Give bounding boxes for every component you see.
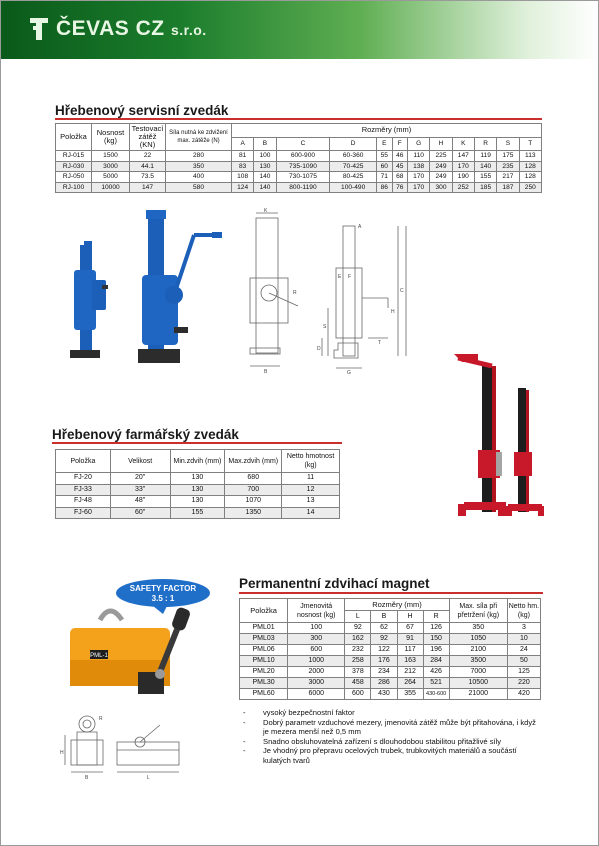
- dim-col-header: E: [377, 137, 392, 151]
- table-cell: 300: [430, 182, 452, 193]
- table-row: [240, 667, 541, 678]
- table-cell: 91: [397, 634, 423, 645]
- table-cell: 81: [232, 151, 254, 162]
- table-cell: 600: [288, 645, 345, 656]
- table-cell: 170: [452, 161, 474, 172]
- table-cell: 155: [170, 507, 225, 519]
- table-cell: 147: [452, 151, 474, 162]
- dim-label-e: E: [338, 274, 342, 280]
- table-cell: 122: [371, 645, 397, 656]
- list-item: - Snadno obsluhovatelná zařízení s dlouhodobou stabilitou přitažlivé síly: [243, 737, 543, 747]
- table-cell: 3: [507, 623, 540, 634]
- section-title-service-jack: Hřebenový servisní zvedák: [55, 103, 229, 118]
- safety-factor-value: 3.5 : 1: [151, 594, 175, 603]
- col-header-size: Velikost: [110, 450, 170, 473]
- magnet-dim-label-h: H: [60, 750, 64, 756]
- table-cell: 100: [288, 623, 345, 634]
- dim-col-header: R: [474, 137, 496, 151]
- section-rule: [239, 592, 543, 594]
- dim-col-header: C: [276, 137, 330, 151]
- magnet-dim-label-l: L: [147, 775, 150, 781]
- col-header-min-lift: Min.zdvih (mm): [170, 450, 225, 473]
- table-row: [56, 473, 340, 485]
- farm-jack-photo: [448, 352, 568, 524]
- table-cell: 60-360: [330, 151, 377, 162]
- table-cell: PML01: [240, 623, 288, 634]
- table-cell: 44.1: [130, 161, 166, 172]
- table-cell: 217: [497, 172, 519, 183]
- table-cell: 48": [110, 496, 170, 508]
- table-cell: 130: [170, 484, 225, 496]
- table-cell: PML20: [240, 667, 288, 678]
- table-cell: 680: [225, 473, 282, 485]
- table-cell: 350: [166, 161, 232, 172]
- table-cell: 20": [110, 473, 170, 485]
- table-row: [240, 645, 541, 656]
- col-header-rated-capacity: Jmenovitá nosnost (kg): [288, 599, 345, 623]
- section-title-farm-jack: Hřebenový farmářský zvedák: [52, 427, 239, 442]
- table-cell: 252: [452, 182, 474, 193]
- table-cell: RJ-050: [56, 172, 92, 183]
- table-cell: 600-900: [276, 151, 330, 162]
- magnet-feature-list: [243, 708, 543, 765]
- table-cell: 70-425: [330, 161, 377, 172]
- dim-label-r: R: [293, 290, 297, 296]
- table-cell: 138: [408, 161, 430, 172]
- table-row: [56, 161, 542, 172]
- header-banner: [1, 1, 598, 59]
- table-cell: FJ-60: [56, 507, 111, 519]
- col-header-item: Položka: [56, 124, 92, 151]
- table-cell: 128: [519, 172, 541, 183]
- table-cell: 125: [507, 667, 540, 678]
- table-cell: 187: [497, 182, 519, 193]
- table-cell: PML30: [240, 678, 288, 689]
- table-row: [56, 151, 542, 162]
- table-cell: 100: [254, 151, 276, 162]
- table-cell: 580: [166, 182, 232, 193]
- dim-label-b: B: [264, 369, 268, 375]
- table-cell: 100-490: [330, 182, 377, 193]
- dim-col-header: D: [330, 137, 377, 151]
- table-row: [240, 656, 541, 667]
- table-cell: 62: [371, 623, 397, 634]
- table-cell: 430: [371, 689, 397, 700]
- company-logo-icon: [28, 15, 50, 43]
- table-cell: 212: [397, 667, 423, 678]
- table-cell: 80-425: [330, 172, 377, 183]
- dim-label-k: K: [264, 208, 268, 214]
- col-header-net-weight: Netto hm. (kg): [507, 599, 540, 623]
- table-cell: 286: [371, 678, 397, 689]
- table-row: [240, 623, 541, 634]
- table-cell: 400: [166, 172, 232, 183]
- col-header-max-lift: Max.zdvih (mm): [225, 450, 282, 473]
- table-cell: 86: [377, 182, 392, 193]
- magnet-model-label: PML-1: [90, 653, 108, 659]
- table-cell: 220: [507, 678, 540, 689]
- table-cell: 280: [166, 151, 232, 162]
- section-rule: [52, 442, 342, 444]
- table-cell: 258: [345, 656, 371, 667]
- table-cell: 50: [507, 656, 540, 667]
- table-cell: 22: [130, 151, 166, 162]
- table-cell: RJ-015: [56, 151, 92, 162]
- table-cell: 130: [254, 161, 276, 172]
- table-cell: 140: [254, 172, 276, 183]
- table-cell: 46: [392, 151, 407, 162]
- table-row: [56, 484, 340, 496]
- table-row: [240, 634, 541, 645]
- table-cell: 128: [519, 161, 541, 172]
- table-cell: 175: [497, 151, 519, 162]
- lifting-magnet-table-body: [240, 623, 541, 700]
- dim-col-header: R: [423, 611, 449, 623]
- table-cell: FJ-48: [56, 496, 111, 508]
- table-cell: 235: [497, 161, 519, 172]
- large-red-farm-jack: [454, 354, 506, 516]
- table-row: [240, 689, 541, 700]
- dim-col-header: A: [232, 137, 254, 151]
- company-name: ČEVAS CZ s.r.o.: [56, 17, 207, 40]
- table-cell: 232: [345, 645, 371, 656]
- magnet-technical-drawing: [55, 710, 190, 780]
- dim-label-a: A: [358, 224, 362, 230]
- small-red-farm-jack: [506, 388, 544, 516]
- table-row: [56, 507, 340, 519]
- table-cell: 130: [170, 496, 225, 508]
- dim-col-header: B: [254, 137, 276, 151]
- table-cell: 458: [345, 678, 371, 689]
- table-cell: 2100: [449, 645, 507, 656]
- table-cell: 14: [282, 507, 340, 519]
- table-cell: 150: [423, 634, 449, 645]
- table-cell: 162: [345, 634, 371, 645]
- farm-jack-table-body: [56, 473, 340, 519]
- table-cell: 76: [392, 182, 407, 193]
- table-cell: FJ-20: [56, 473, 111, 485]
- table-cell: 163: [397, 656, 423, 667]
- table-cell: 1070: [225, 496, 282, 508]
- table-cell: 1000: [288, 656, 345, 667]
- magnet-dim-label-b: B: [85, 775, 89, 781]
- table-cell: 1050: [449, 634, 507, 645]
- table-cell: 71: [377, 172, 392, 183]
- table-cell: 6000: [288, 689, 345, 700]
- table-cell: 170: [408, 172, 430, 183]
- table-cell: 140: [254, 182, 276, 193]
- dim-label-c: C: [400, 288, 404, 294]
- lifting-magnet-table: [239, 598, 541, 700]
- table-cell: 176: [371, 656, 397, 667]
- col-header-capacity: Nosnost (kg): [92, 124, 130, 151]
- table-cell: 264: [397, 678, 423, 689]
- table-cell: 45: [392, 161, 407, 172]
- table-cell: RJ-030: [56, 161, 92, 172]
- table-cell: 700: [225, 484, 282, 496]
- dim-col-header: L: [345, 611, 371, 623]
- table-cell: 521: [423, 678, 449, 689]
- table-cell: 124: [232, 182, 254, 193]
- safety-factor-label: SAFETY FACTOR: [129, 584, 197, 593]
- front-view-drawing: [250, 213, 298, 366]
- table-cell: 350: [449, 623, 507, 634]
- table-cell: 119: [474, 151, 496, 162]
- table-cell: 110: [408, 151, 430, 162]
- col-header-max-pull: Max. síla při přetržení (kg): [449, 599, 507, 623]
- table-cell: 13: [282, 496, 340, 508]
- table-cell: 11: [282, 473, 340, 485]
- table-cell: 225: [430, 151, 452, 162]
- table-cell: 185: [474, 182, 496, 193]
- table-cell: 67: [397, 623, 423, 634]
- table-cell: 130: [170, 473, 225, 485]
- dim-label-g: G: [347, 370, 351, 376]
- table-cell: 800-1190: [276, 182, 330, 193]
- table-cell: 284: [423, 656, 449, 667]
- table-cell: 92: [371, 634, 397, 645]
- dim-col-header: G: [408, 137, 430, 151]
- dim-col-header: K: [452, 137, 474, 151]
- service-jack-technical-drawing: [238, 208, 418, 378]
- table-cell: 196: [423, 645, 449, 656]
- table-cell: 2000: [288, 667, 345, 678]
- table-cell: 234: [371, 667, 397, 678]
- list-item: - vysoký bezpečnostní faktor: [243, 708, 543, 718]
- table-cell: 92: [345, 623, 371, 634]
- table-cell: 147: [130, 182, 166, 193]
- farm-jack-table: [55, 449, 340, 519]
- table-cell: 117: [397, 645, 423, 656]
- dim-col-header: F: [392, 137, 407, 151]
- table-row: [56, 172, 542, 183]
- service-jack-table-body: [56, 151, 542, 193]
- table-cell: 600: [345, 689, 371, 700]
- table-cell: 430-600: [423, 689, 449, 700]
- table-cell: PML03: [240, 634, 288, 645]
- table-cell: 10000: [92, 182, 130, 193]
- table-cell: PML06: [240, 645, 288, 656]
- dim-col-header: H: [397, 611, 423, 623]
- table-cell: 170: [408, 182, 430, 193]
- table-cell: 1350: [225, 507, 282, 519]
- section-rule: [55, 118, 542, 120]
- magnet-dim-label-r: R: [99, 716, 103, 722]
- col-header-dimensions: Rozměry (mm): [345, 599, 449, 611]
- large-blue-jack: [138, 210, 222, 363]
- service-jack-photo: [62, 205, 227, 375]
- dim-col-header: B: [371, 611, 397, 623]
- table-cell: 420: [507, 689, 540, 700]
- table-cell: 249: [430, 172, 452, 183]
- dim-label-s: S: [323, 324, 327, 330]
- table-cell: 5000: [92, 172, 130, 183]
- magnet-front-view: [65, 716, 103, 772]
- table-cell: 140: [474, 161, 496, 172]
- dim-label-f: F: [348, 274, 352, 280]
- table-cell: FJ-33: [56, 484, 111, 496]
- dim-label-h: H: [391, 309, 395, 315]
- table-cell: 60: [377, 161, 392, 172]
- table-row: [56, 496, 340, 508]
- table-cell: 60": [110, 507, 170, 519]
- dim-col-header: T: [519, 137, 541, 151]
- table-cell: 113: [519, 151, 541, 162]
- table-cell: 190: [452, 172, 474, 183]
- section-title-lifting-magnet: Permanentní zdvihací magnet: [239, 576, 430, 591]
- table-cell: 55: [377, 151, 392, 162]
- table-cell: 3000: [92, 161, 130, 172]
- table-cell: 126: [423, 623, 449, 634]
- table-cell: 73.5: [130, 172, 166, 183]
- col-header-force: Síla nutná ke zdvižení max. zátěže (N): [166, 124, 232, 151]
- dim-col-header: H: [430, 137, 452, 151]
- small-blue-jack: [70, 241, 108, 358]
- table-row: [240, 678, 541, 689]
- table-cell: 7000: [449, 667, 507, 678]
- col-header-dimensions: Rozměry (mm): [232, 124, 542, 138]
- table-cell: 83: [232, 161, 254, 172]
- col-header-item: Položka: [56, 450, 111, 473]
- table-cell: 378: [345, 667, 371, 678]
- col-header-net-weight: Netto hmotnost (kg): [282, 450, 340, 473]
- lifting-magnet-photo: [60, 600, 200, 705]
- table-cell: 24: [507, 645, 540, 656]
- table-cell: 1500: [92, 151, 130, 162]
- table-cell: PML60: [240, 689, 288, 700]
- table-cell: 249: [430, 161, 452, 172]
- dim-col-header: S: [497, 137, 519, 151]
- service-jack-table: [55, 123, 542, 193]
- table-cell: 108: [232, 172, 254, 183]
- table-cell: 355: [397, 689, 423, 700]
- side-view-drawing: [322, 226, 406, 368]
- col-header-item: Položka: [240, 599, 288, 623]
- table-cell: 155: [474, 172, 496, 183]
- table-cell: 21000: [449, 689, 507, 700]
- table-cell: 426: [423, 667, 449, 678]
- table-cell: 3000: [288, 678, 345, 689]
- list-item: - Dobrý parametr vzduchové mezery, jmenovitá zátěž může být přitahována, i když je mezera menší než 0,5 mm: [243, 718, 543, 737]
- table-cell: PML10: [240, 656, 288, 667]
- dim-label-d: D: [317, 346, 321, 352]
- table-cell: 68: [392, 172, 407, 183]
- table-cell: 3500: [449, 656, 507, 667]
- magnet-side-view: [117, 725, 179, 772]
- dim-label-t: T: [378, 340, 382, 346]
- list-item: - Je vhodný pro přepravu ocelových trubek, trubkovitých materiálů a součástí kulatých tvarů: [243, 746, 543, 765]
- table-cell: 735-1090: [276, 161, 330, 172]
- table-cell: 33": [110, 484, 170, 496]
- table-cell: 730-1075: [276, 172, 330, 183]
- table-cell: RJ-100: [56, 182, 92, 193]
- col-header-test-load: Testovací zátěž (KN): [130, 124, 166, 151]
- table-cell: 10500: [449, 678, 507, 689]
- table-row: [56, 182, 542, 193]
- table-cell: 250: [519, 182, 541, 193]
- table-cell: 12: [282, 484, 340, 496]
- table-cell: 300: [288, 634, 345, 645]
- table-cell: 10: [507, 634, 540, 645]
